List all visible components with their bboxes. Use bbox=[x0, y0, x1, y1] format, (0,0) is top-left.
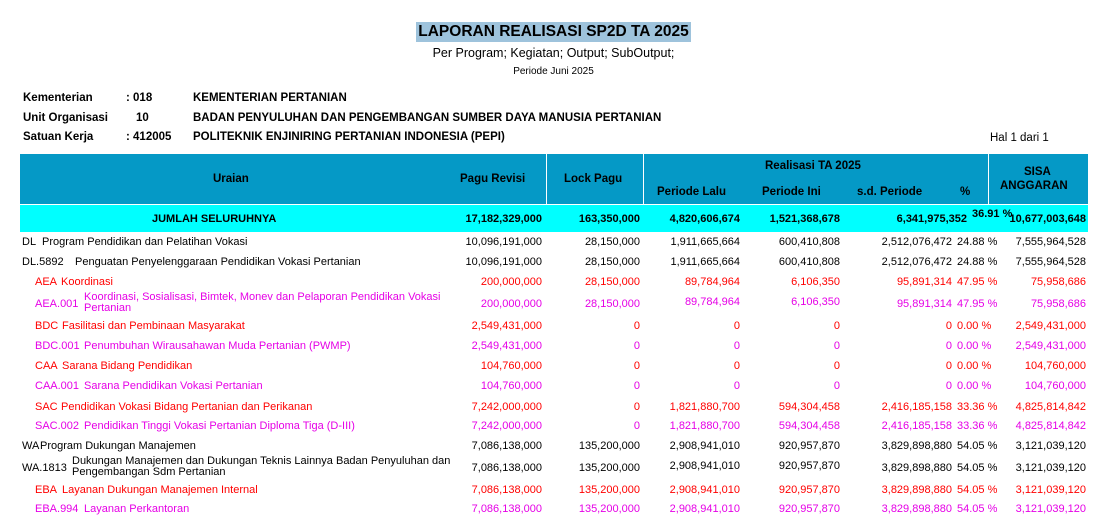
row-sisa: 7,555,964,528 bbox=[1015, 236, 1086, 248]
header-divider bbox=[643, 154, 644, 204]
row-lalu: 1,911,665,664 bbox=[670, 256, 740, 268]
header-periode-lalu: Periode Lalu bbox=[657, 186, 727, 198]
row-ini: 600,410,808 bbox=[778, 236, 840, 248]
row-pagu: 7,086,138,000 bbox=[471, 484, 542, 496]
table-header bbox=[20, 154, 1088, 204]
row-sisa: 2,549,431,000 bbox=[1015, 320, 1086, 332]
row-ini: 0 bbox=[833, 360, 840, 372]
row-lock: 28,150,000 bbox=[584, 236, 640, 248]
total-pagu: 17,182,329,000 bbox=[465, 213, 542, 225]
row-ini: 6,106,350 bbox=[791, 296, 840, 308]
row-text: Layanan Perkantoran bbox=[84, 503, 190, 515]
row-code: AEA.001 bbox=[35, 298, 79, 310]
row-ini: 920,957,870 bbox=[778, 460, 840, 472]
row-sd: 0 bbox=[945, 320, 952, 332]
row-ini: 6,106,350 bbox=[791, 276, 840, 288]
row-lalu: 1,911,665,664 bbox=[670, 236, 740, 248]
row-pagu: 7,242,000,000 bbox=[471, 420, 542, 432]
row-text: Koordinasi bbox=[61, 276, 113, 288]
row-text: Pendidikan Vokasi Bidang Pertanian dan Perikanan bbox=[61, 401, 313, 413]
row-code: DL.5892 bbox=[22, 256, 64, 268]
row-sd: 0 bbox=[945, 380, 952, 392]
row-sd: 3,829,898,880 bbox=[881, 503, 952, 515]
row-lock: 135,200,000 bbox=[578, 462, 640, 474]
row-sd: 3,829,898,880 bbox=[881, 440, 952, 452]
row-pct: 0.00 % bbox=[957, 340, 992, 352]
total-pct: 36.91 % bbox=[972, 208, 1013, 220]
table-row-kegiatan bbox=[0, 456, 1107, 480]
row-pagu: 10,096,191,000 bbox=[465, 236, 542, 248]
row-lock: 0 bbox=[633, 340, 640, 352]
row-sisa: 4,825,814,842 bbox=[1015, 420, 1086, 432]
row-sisa: 75,958,686 bbox=[1030, 276, 1086, 288]
meta-code: : 412005 bbox=[126, 131, 172, 143]
row-lalu: 89,784,964 bbox=[684, 296, 740, 308]
table-row-suboutput bbox=[0, 292, 1107, 316]
row-sisa: 3,121,039,120 bbox=[1015, 503, 1086, 515]
meta-name: BADAN PENYULUHAN DAN PENGEMBANGAN SUMBER DAYA MANUSIA PERTANIAN bbox=[193, 112, 662, 124]
row-pagu: 104,760,000 bbox=[480, 380, 542, 392]
row-text: Program Dukungan Manajemen bbox=[40, 440, 196, 452]
meta-code: 10 bbox=[136, 112, 149, 124]
row-lalu: 0 bbox=[733, 360, 740, 372]
row-code: BDC.001 bbox=[35, 340, 80, 352]
row-lalu: 2,908,941,010 bbox=[669, 484, 740, 496]
row-sisa: 75,958,686 bbox=[1030, 298, 1086, 310]
total-sisa: 10,677,003,648 bbox=[1009, 213, 1086, 225]
row-lalu: 2,908,941,010 bbox=[669, 440, 740, 452]
row-lalu: 89,784,964 bbox=[684, 276, 740, 288]
row-text: Fasilitasi dan Pembinaan Masyarakat bbox=[62, 320, 245, 332]
row-ini: 0 bbox=[833, 380, 840, 392]
row-text: Penguatan Penyelenggaraan Pendidikan Vokasi Pertanian bbox=[75, 256, 361, 268]
row-sd: 2,416,185,158 bbox=[881, 401, 952, 413]
row-ini: 594,304,458 bbox=[778, 401, 840, 413]
header-realisasi: Realisasi TA 2025 bbox=[765, 160, 861, 172]
row-pagu: 7,242,000,000 bbox=[471, 401, 542, 413]
row-pct: 24.88 % bbox=[957, 256, 998, 268]
row-pagu: 10,096,191,000 bbox=[465, 256, 542, 268]
total-lock: 163,350,000 bbox=[578, 213, 640, 225]
row-sd: 2,512,076,472 bbox=[881, 256, 952, 268]
row-ini: 600,410,808 bbox=[778, 256, 840, 268]
row-code: EBA bbox=[35, 484, 58, 496]
meta-name: KEMENTERIAN PERTANIAN bbox=[193, 92, 347, 104]
row-text: Koordinasi, Sosialisasi, Bimtek, Monev dan Pelaporan Pendidikan Vokasi Pertanian bbox=[84, 291, 441, 314]
row-code: EBA.994 bbox=[35, 503, 79, 515]
row-lalu: 2,908,941,010 bbox=[669, 503, 740, 515]
row-pct: 47.95 % bbox=[957, 276, 998, 288]
row-ini: 0 bbox=[833, 320, 840, 332]
row-lalu: 2,908,941,010 bbox=[669, 460, 740, 472]
row-pagu: 7,086,138,000 bbox=[471, 503, 542, 515]
row-pagu: 2,549,431,000 bbox=[471, 320, 542, 332]
row-ini: 920,957,870 bbox=[778, 503, 840, 515]
row-code: CAA bbox=[35, 360, 58, 372]
meta-label: Kementerian bbox=[23, 92, 93, 104]
row-sd: 0 bbox=[945, 360, 952, 372]
row-lock: 135,200,000 bbox=[578, 484, 640, 496]
page-indicator: Hal 1 dari 1 bbox=[990, 132, 1049, 144]
row-pct: 33.36 % bbox=[957, 401, 998, 413]
row-pct: 54.05 % bbox=[957, 503, 998, 515]
row-lalu: 0 bbox=[733, 380, 740, 392]
row-pagu: 7,086,138,000 bbox=[471, 440, 542, 452]
report-subtitle: Per Program; Kegiatan; Output; SubOutput; bbox=[432, 46, 675, 60]
row-sd: 2,416,185,158 bbox=[881, 420, 952, 432]
row-lock: 28,150,000 bbox=[584, 276, 640, 288]
row-sd: 95,891,314 bbox=[896, 298, 952, 310]
row-lock: 0 bbox=[633, 380, 640, 392]
row-sisa: 7,555,964,528 bbox=[1015, 256, 1086, 268]
row-code: CAA.001 bbox=[35, 380, 80, 392]
row-sisa: 104,760,000 bbox=[1024, 380, 1086, 392]
row-lock: 135,200,000 bbox=[578, 503, 640, 515]
header-sd-periode: s.d. Periode bbox=[857, 186, 923, 198]
row-pct: 0.00 % bbox=[957, 360, 992, 372]
total-sd: 6,341,975,352 bbox=[896, 213, 967, 225]
header-uraian: Uraian bbox=[213, 173, 249, 185]
header-divider bbox=[988, 154, 989, 204]
row-lock: 28,150,000 bbox=[584, 256, 640, 268]
meta-label: Satuan Kerja bbox=[23, 131, 94, 143]
row-code: DL bbox=[22, 236, 37, 248]
header-anggaran: ANGGARAN bbox=[1000, 180, 1068, 192]
row-pct: 0.00 % bbox=[957, 320, 992, 332]
row-code: WA bbox=[22, 440, 40, 452]
row-pagu: 7,086,138,000 bbox=[471, 462, 542, 474]
row-text: Layanan Dukungan Manajemen Internal bbox=[62, 484, 258, 496]
row-sd: 3,829,898,880 bbox=[881, 462, 952, 474]
meta-name: POLITEKNIK ENJINIRING PERTANIAN INDONESIA (PEPI) bbox=[193, 131, 505, 143]
report-title: LAPORAN REALISASI SP2D TA 2025 bbox=[418, 23, 689, 40]
row-text: Program Pendidikan dan Pelatihan Vokasi bbox=[42, 236, 248, 248]
row-pct: 33.36 % bbox=[957, 420, 998, 432]
row-pct: 54.05 % bbox=[957, 440, 998, 452]
row-ini: 0 bbox=[833, 340, 840, 352]
row-sd: 0 bbox=[945, 340, 952, 352]
row-text: Sarana Pendidikan Vokasi Pertanian bbox=[84, 380, 263, 392]
row-pagu: 2,549,431,000 bbox=[471, 340, 542, 352]
header-sisa: SISA bbox=[1024, 166, 1051, 178]
report-title-wrap bbox=[0, 22, 1107, 42]
header-pagu-revisi: Pagu Revisi bbox=[460, 173, 526, 185]
row-code: SAC.002 bbox=[35, 420, 80, 432]
row-pagu: 104,760,000 bbox=[480, 360, 542, 372]
row-ini: 594,304,458 bbox=[778, 420, 840, 432]
total-ini: 1,521,368,678 bbox=[769, 213, 840, 225]
row-pct: 54.05 % bbox=[957, 462, 998, 474]
meta-code: : 018 bbox=[126, 92, 153, 104]
total-lalu: 4,820,606,674 bbox=[669, 213, 740, 225]
row-text: Sarana Bidang Pendidikan bbox=[62, 360, 193, 372]
row-text: Penumbuhan Wirausahawan Muda Pertanian (PWMP) bbox=[84, 340, 351, 352]
row-pagu: 200,000,000 bbox=[480, 276, 542, 288]
row-pct: 0.00 % bbox=[957, 380, 992, 392]
row-sisa: 2,549,431,000 bbox=[1015, 340, 1086, 352]
row-sisa: 3,121,039,120 bbox=[1015, 440, 1086, 452]
row-pagu: 200,000,000 bbox=[480, 298, 542, 310]
row-pct: 24.88 % bbox=[957, 236, 998, 248]
row-code: BDC bbox=[35, 320, 59, 332]
row-sisa: 4,825,814,842 bbox=[1015, 401, 1086, 413]
row-code: SAC bbox=[35, 401, 58, 413]
meta-label: Unit Organisasi bbox=[23, 112, 108, 124]
row-code: AEA bbox=[35, 276, 58, 288]
row-lalu: 1,821,880,700 bbox=[669, 401, 740, 413]
row-lock: 0 bbox=[633, 401, 640, 413]
row-lock: 0 bbox=[633, 420, 640, 432]
row-code: WA.1813 bbox=[22, 462, 67, 474]
row-sisa: 3,121,039,120 bbox=[1015, 462, 1086, 474]
total-label: JUMLAH SELURUHNYA bbox=[152, 213, 277, 225]
row-text: Pendidikan Tinggi Vokasi Pertanian Diploma Tiga (D-III) bbox=[84, 420, 355, 432]
row-ini: 920,957,870 bbox=[778, 440, 840, 452]
row-lock: 28,150,000 bbox=[584, 298, 640, 310]
row-lock: 135,200,000 bbox=[578, 440, 640, 452]
row-sisa: 104,760,000 bbox=[1024, 360, 1086, 372]
row-text: Dukungan Manajemen dan Dukungan Teknis Lainnya Badan Penyuluhan dan Pengembangan Sdm Pertanian bbox=[72, 455, 451, 478]
row-lalu: 0 bbox=[733, 340, 740, 352]
header-periode-ini: Periode Ini bbox=[762, 186, 821, 198]
row-sd: 3,829,898,880 bbox=[881, 484, 952, 496]
row-sd: 95,891,314 bbox=[896, 276, 952, 288]
header-pct: % bbox=[960, 186, 971, 198]
header-lock-pagu: Lock Pagu bbox=[564, 173, 623, 185]
row-ini: 920,957,870 bbox=[778, 484, 840, 496]
report-periode: Periode Juni 2025 bbox=[513, 66, 594, 77]
row-sd: 2,512,076,472 bbox=[881, 236, 952, 248]
row-lalu: 0 bbox=[733, 320, 740, 332]
row-pct: 54.05 % bbox=[957, 484, 998, 496]
row-pct: 47.95 % bbox=[957, 298, 998, 310]
header-divider bbox=[546, 154, 547, 204]
row-lalu: 1,821,880,700 bbox=[669, 420, 740, 432]
row-lock: 0 bbox=[633, 320, 640, 332]
row-sisa: 3,121,039,120 bbox=[1015, 484, 1086, 496]
row-lock: 0 bbox=[633, 360, 640, 372]
